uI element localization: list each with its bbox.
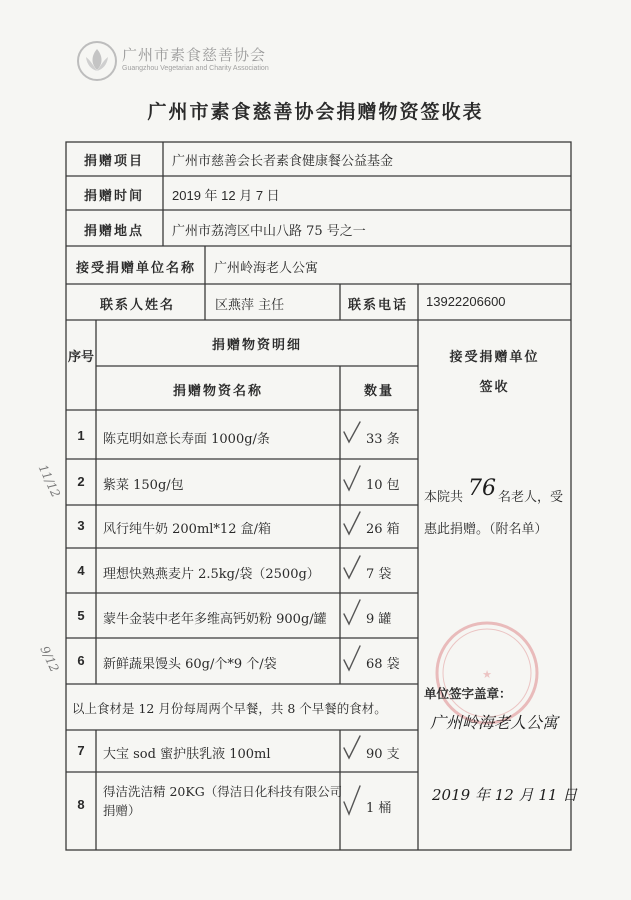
phone-label: 联系电话	[348, 298, 409, 313]
item-name: 理想快熟燕麦片 2.5kg/袋（2500g）	[103, 567, 320, 582]
association-logo	[76, 40, 276, 84]
check-icon	[344, 466, 360, 490]
item-quantity: 68 袋	[366, 657, 400, 672]
item-name: 新鲜蔬果馒头 60g/个*9 个/袋	[103, 657, 277, 672]
handwritten-signature: 广州岭海老人公寓	[430, 713, 559, 732]
receipt-count: 76	[468, 476, 496, 501]
svg-text:★: ★	[482, 668, 492, 681]
contact-label: 联系人姓名	[100, 298, 176, 313]
row-number: 5	[77, 608, 85, 623]
item-quantity: 10 包	[366, 478, 400, 493]
logo-chinese-name: 广州市素食慈善协会	[122, 46, 267, 64]
item-name: 得洁洗洁精 20KG（得洁日化科技有限公司	[103, 784, 343, 799]
time-label: 捐赠时间	[84, 189, 145, 204]
check-marks	[340, 410, 364, 740]
seal-label: 单位签字盖章：	[424, 686, 512, 701]
project-value: 广州市慈善会长者素食健康餐公益基金	[172, 154, 394, 169]
check-icon	[344, 422, 360, 442]
seq-header: 序号	[67, 350, 94, 365]
item-name: 风行纯牛奶 200ml*12 盒/箱	[103, 522, 271, 537]
check-icon	[344, 736, 360, 758]
row-number: 4	[77, 563, 85, 578]
receipt-text-b: 名老人，受	[498, 490, 564, 505]
phone-value: 13922206600	[426, 294, 506, 309]
sign-header-line2: 签收	[479, 380, 510, 395]
item-quantity: 9 罐	[366, 612, 392, 627]
item-quantity: 26 箱	[366, 522, 400, 537]
row-number: 3	[77, 518, 85, 533]
item-name: 蒙牛金装中老年多维高钙奶粉 900g/罐	[103, 612, 327, 627]
row-number: 6	[77, 653, 85, 668]
item-quantity: 1 桶	[366, 801, 392, 816]
qty-header: 数量	[363, 384, 394, 399]
page-title: 广州市素食慈善协会捐赠物资签收表	[147, 101, 484, 123]
project-label: 捐赠项目	[84, 154, 145, 169]
lotus-logo-icon	[76, 40, 118, 82]
time-value: 2019 年 12 月 7 日	[172, 188, 280, 203]
contact-value: 区燕萍 主任	[215, 298, 285, 313]
sign-header-line1: 接受捐赠单位	[449, 350, 540, 365]
item-name: 大宝 sod 蜜护肤乳液 100ml	[103, 747, 271, 762]
row-number: 8	[77, 797, 85, 812]
row-number: 1	[77, 428, 85, 443]
row-number: 2	[77, 474, 85, 489]
item-quantity: 33 条	[366, 432, 400, 447]
recipient-label: 接受捐赠单位名称	[76, 261, 197, 276]
check-icon	[344, 512, 360, 534]
receipt-text-c: 惠此捐赠。（附名单）	[424, 522, 548, 537]
margin-note-date-1: 11/12	[35, 462, 63, 500]
item-quantity: 7 袋	[366, 567, 392, 582]
check-icon	[344, 600, 360, 624]
receipt-text-a: 本院共	[424, 490, 464, 505]
check-marks-lower	[340, 730, 364, 850]
check-icon	[344, 786, 360, 814]
check-icon	[344, 556, 360, 578]
logo-english-name: Guangzhou Vegetarian and Charity Association	[122, 65, 269, 72]
check-icon	[344, 646, 360, 670]
place-value: 广州市荔湾区中山八路 75 号之一	[172, 224, 366, 239]
place-label: 捐赠地点	[84, 224, 145, 239]
name-header: 捐赠物资名称	[172, 384, 263, 399]
sign-date: 2019 年 12 月 11 日	[432, 786, 578, 804]
item-quantity: 90 支	[366, 747, 400, 762]
item-name: 紫菜 150g/包	[103, 478, 184, 493]
item-name-continued: 捐赠）	[103, 803, 141, 818]
row-number: 7	[77, 743, 85, 758]
item-name: 陈克明如意长寿面 1000g/条	[103, 432, 270, 447]
recipient-value: 广州岭海老人公寓	[214, 261, 319, 276]
meal-note: 以上食材是 12 月份每周两个早餐，共 8 个早餐的食材。	[72, 701, 387, 716]
detail-header: 捐赠物资明细	[211, 338, 302, 353]
margin-note-date-2: 9/12	[37, 643, 62, 675]
